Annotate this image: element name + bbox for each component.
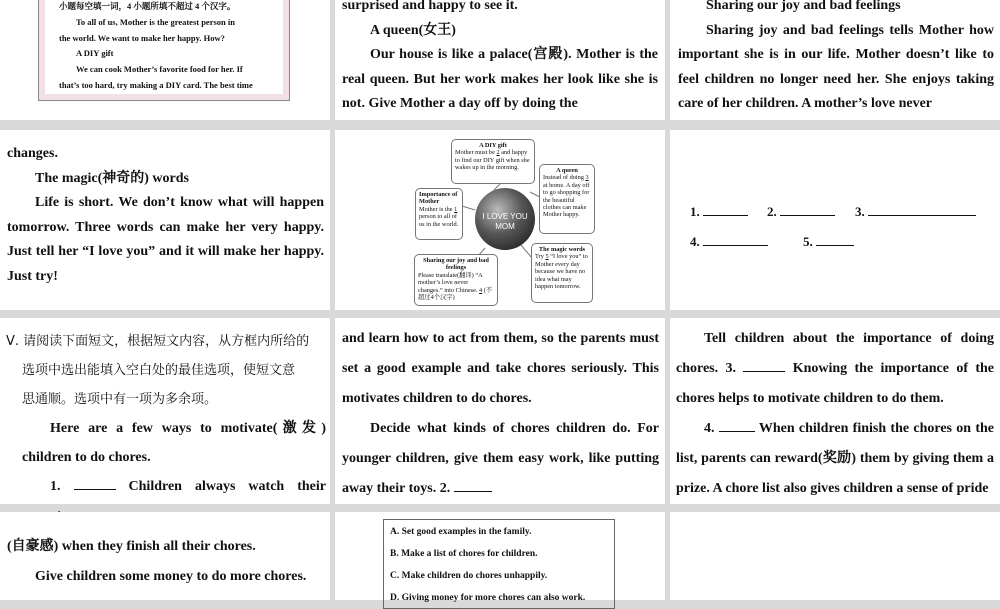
mind-map-center-text: I LOVE YOU	[482, 212, 528, 221]
paragraph: surprised and happy to see it.	[342, 0, 518, 13]
mind-map-text: Instead of doing	[543, 174, 584, 182]
mind-map-text: Mother must be	[455, 149, 495, 157]
answer-number: 4.	[690, 234, 700, 249]
question-number: 1.	[50, 479, 61, 494]
answer-number: 3.	[855, 204, 865, 219]
mind-map-title: Sharing our joy and bad feelings	[423, 257, 489, 272]
passage-line: To all of us, Mother is the greatest person in	[76, 16, 235, 27]
section-instruction: 思通顺。选项中有一项为多余项。	[22, 392, 218, 407]
mind-map-text: and happy to find our DIY gift when she wakes up in the morning.	[455, 149, 530, 172]
mind-map-title: The magic words	[538, 246, 586, 253]
mind-map-text: Please translate(翻译) “A mother’s love never changes.” into Chinese.	[418, 271, 483, 294]
mind-map-text: Mother is the	[419, 205, 453, 213]
mind-map-text: person to all of us in the world.	[419, 213, 459, 228]
mind-map-blank: 4	[479, 286, 483, 294]
paragraph: Give children some money to do more chores.	[35, 569, 307, 584]
mind-map-center-text: MOM	[495, 222, 515, 231]
panel-chores-3	[670, 318, 1000, 504]
answer-blank-1[interactable]	[703, 200, 748, 216]
mind-map-blank: 3	[585, 174, 589, 182]
mind-map-diy-gift-box	[451, 139, 535, 184]
mind-map-importance-box	[415, 188, 463, 240]
panel-empty	[670, 512, 1000, 600]
answer-number: 1.	[690, 204, 700, 219]
answer-blank-3[interactable]	[743, 356, 785, 372]
paragraph: Here are a few ways to motivate(激发) children to do chores.	[22, 421, 326, 465]
section-heading: Sharing our joy and bad feelings	[706, 0, 901, 13]
paragraph: Life is short. We don’t know what will happen tomorrow. Three words can make her very happy. Just tell her “I love you” and it will make her happy. Just try!	[7, 195, 324, 284]
mind-map-center-image	[475, 188, 535, 250]
mind-map-title: Importance of Mother	[419, 191, 458, 206]
paragraph: Our house is like a palace(宫殿). Mother is the real queen. But her work makes her look like she is not. Give Mother a day off by doing the	[342, 47, 658, 111]
section-instruction: Ⅴ. 请阅读下面短文，根据短文内容，从方框内所给的	[6, 334, 310, 349]
answer-number: 2.	[767, 204, 777, 219]
answer-number: 5.	[803, 234, 813, 249]
option-c[interactable]: C. Make children do chores unhappily.	[390, 571, 548, 581]
option-d[interactable]: D. Giving money for more chores can also work.	[390, 593, 586, 603]
paragraph-text: Children always watch their	[128, 479, 326, 494]
mind-map-blank: 1	[454, 205, 458, 213]
mind-map-blank: 5	[545, 253, 549, 261]
passage-note-box	[38, 0, 290, 101]
panel-chores-4	[0, 512, 330, 600]
paragraph	[676, 414, 994, 504]
section-instruction: 选项中选出能填入空白处的最佳选项，使短文意	[22, 363, 296, 378]
paragraph: and learn how to act from them, so the parents must set a good example and take chores seriously. This motivates children to do chores.	[342, 331, 659, 406]
panel-section-v	[0, 318, 330, 504]
passage-line: the world. We want to make her happy. How?	[59, 32, 225, 43]
passage-line: that’s too hard, try making a DIY card. The best time	[59, 79, 253, 90]
paragraph	[342, 414, 659, 504]
panel-magic-words	[0, 130, 330, 310]
mind-map-queen-box	[539, 164, 595, 234]
panel-options	[335, 512, 665, 603]
section-heading: The magic(神奇的) words	[35, 170, 189, 186]
section-heading: A queen(女王)	[370, 22, 456, 38]
panel-reading-intro	[0, 0, 330, 120]
panel-queen	[335, 0, 665, 120]
panel-chores-2	[335, 318, 665, 504]
instruction-line: 小题每空填一词，4 小题所填不超过 4 个汉字。	[59, 1, 236, 11]
mind-map-text: (不超过4个汉字)	[418, 286, 493, 302]
paragraph-text: When children finish the chores on the list, parents can reward(奖励) them by giving them a prize. A chore list also gives children a sense of pride	[676, 421, 994, 496]
answer-blank-3[interactable]	[868, 200, 976, 216]
mind-map-title: A DIY gift	[479, 142, 507, 149]
passage-text	[45, 0, 283, 94]
paragraph	[676, 324, 994, 414]
answer-blank-2[interactable]	[454, 476, 492, 492]
paragraph: Sharing joy and bad feelings tells Mother how important she is in our life. Mother doesn’t like to feel children no longer need her. She enjoys taking care of her children. A mother’s love never	[678, 22, 994, 111]
answer-blank-5[interactable]	[816, 230, 854, 246]
option-a[interactable]: A. Set good examples in the family.	[390, 527, 532, 537]
answer-blank-2[interactable]	[780, 200, 835, 216]
option-b[interactable]: B. Make a list of chores for children.	[390, 549, 538, 559]
passage-line: We can cook Mother’s favorite food for her. If	[76, 64, 243, 75]
paragraph-text: Tell children about the importance of doing chores. 3.	[676, 331, 994, 376]
mind-map-blank: 2	[496, 149, 500, 157]
answer-blank-1[interactable]	[74, 474, 116, 490]
paragraph: changes.	[7, 146, 58, 161]
mind-map-text: Try	[535, 253, 544, 261]
question-number: 4.	[704, 421, 715, 436]
paragraph: (自豪感) when they finish all their chores.	[7, 539, 256, 554]
passage-heading: A DIY gift	[76, 48, 114, 59]
panel-sharing	[670, 0, 1000, 120]
mind-map-magic-words-box	[531, 243, 593, 303]
options-box	[383, 519, 615, 609]
mind-map-text: at home. A day off to go shopping for the beautiful clothes can make Mother happy.	[543, 181, 590, 219]
answer-blank-4[interactable]	[703, 230, 768, 246]
paragraph-text: Knowing the importance of the chores helps to motivate children to do them.	[676, 361, 994, 406]
paragraph-text: Decide what kinds of chores children do. For younger children, give them easy work, like putting away their toys. 2.	[342, 421, 659, 496]
mind-map-title: A queen	[556, 167, 578, 174]
mind-map-text: “I love you” to Mother every day because we have no idea what may happen tomorrow.	[535, 253, 588, 291]
answer-blank-4[interactable]	[719, 416, 755, 432]
panel-answer-blanks	[670, 130, 1000, 310]
mind-map-sharing-box	[414, 254, 498, 306]
